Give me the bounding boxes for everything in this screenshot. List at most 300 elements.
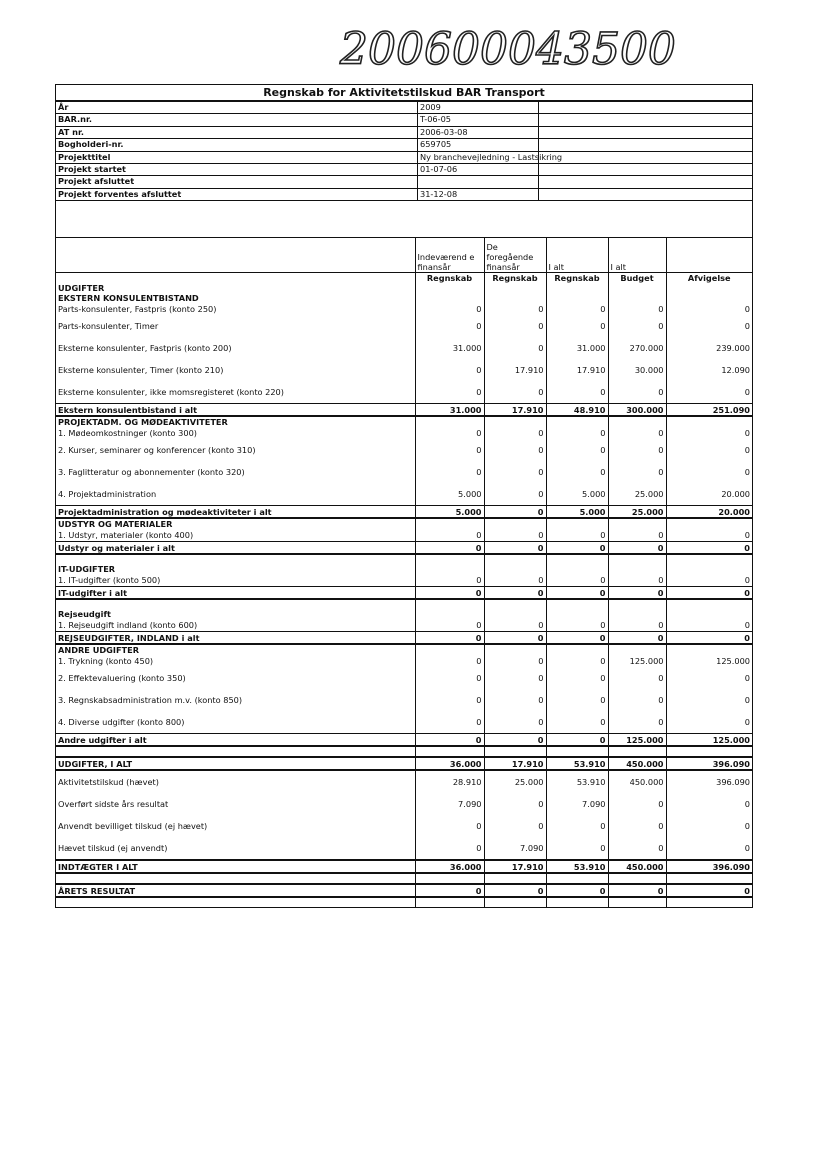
table-row xyxy=(56,770,752,793)
row-value-col1: 0 xyxy=(415,574,484,587)
accounts-table xyxy=(56,237,752,907)
row-value-col5: 0 xyxy=(666,667,752,689)
row-value-col2: 17.910 xyxy=(484,359,546,381)
row-value-col3 xyxy=(546,746,608,757)
table-row xyxy=(56,416,752,427)
table-row xyxy=(56,793,752,815)
row-value-col5: 0 xyxy=(666,542,752,555)
row-value-col3: 53.910 xyxy=(546,770,608,793)
row-label: 1. IT-udgifter (konto 500) xyxy=(58,575,161,586)
row-label: 1. Rejseudgift indland (konto 600) xyxy=(58,620,198,631)
row-value-col3 xyxy=(546,293,608,303)
row-label: ANDRE UDGIFTER xyxy=(58,645,140,656)
info-row xyxy=(56,163,752,175)
row-value-col5: 0 xyxy=(666,587,752,600)
row-value-col1: 0 xyxy=(415,359,484,381)
row-value-col4: 0 xyxy=(608,632,666,645)
row-value-col2: 0 xyxy=(484,711,546,734)
row-value-col1: 0 xyxy=(415,542,484,555)
table-row xyxy=(56,599,752,609)
row-value-col2 xyxy=(484,554,546,564)
row-value-col3 xyxy=(546,554,608,564)
row-value-col4: 0 xyxy=(608,619,666,632)
row-value-col2: 17.910 xyxy=(484,757,546,770)
row-value-col2: 0 xyxy=(484,632,546,645)
row-label: Aktivitetstilskud (hævet) xyxy=(58,777,159,788)
row-value-col3: 0 xyxy=(546,461,608,483)
row-value-col2 xyxy=(484,644,546,655)
info-row xyxy=(56,175,752,187)
row-value-col1: 7.090 xyxy=(415,793,484,815)
row-value-col4: 270.000 xyxy=(608,337,666,359)
col1-caption: Indeværend e finansår xyxy=(415,238,484,273)
row-value-col1 xyxy=(415,518,484,529)
row-value-col2 xyxy=(484,416,546,427)
row-value-col4: 25.000 xyxy=(608,506,666,519)
row-value-col4: 25.000 xyxy=(608,483,666,506)
row-value-col2: 0 xyxy=(484,461,546,483)
row-value-col5: 0 xyxy=(666,632,752,645)
table-row xyxy=(56,897,752,907)
info-value xyxy=(417,176,539,187)
table-row xyxy=(56,315,752,337)
table-row xyxy=(56,564,752,574)
row-value-col3: 0 xyxy=(546,315,608,337)
row-value-col3: 0 xyxy=(546,815,608,837)
row-value-col1: 0 xyxy=(415,632,484,645)
row-value-col2: 0 xyxy=(484,483,546,506)
row-value-col1: 5.000 xyxy=(415,483,484,506)
table-row xyxy=(56,303,752,315)
col2-header: Regnskab xyxy=(484,273,546,284)
table-row xyxy=(56,439,752,461)
row-value-col2: 7.090 xyxy=(484,837,546,860)
row-value-col1: 31.000 xyxy=(415,337,484,359)
info-label: BAR.nr. xyxy=(58,114,92,125)
table-row xyxy=(56,518,752,529)
row-value-col2: 0 xyxy=(484,619,546,632)
row-value-col4 xyxy=(608,293,666,303)
col3-header: Regnskab xyxy=(546,273,608,284)
row-value-col5: 239.000 xyxy=(666,337,752,359)
row-value-col2: 17.910 xyxy=(484,860,546,873)
row-value-col4: 0 xyxy=(608,667,666,689)
row-value-col1: 0 xyxy=(415,884,484,897)
info-row xyxy=(56,102,752,113)
row-value-col4: 0 xyxy=(608,439,666,461)
row-value-col3 xyxy=(546,416,608,427)
row-value-col5: 0 xyxy=(666,711,752,734)
row-value-col3: 0 xyxy=(546,427,608,439)
row-label: Parts-konsulenter, Fastpris (konto 250) xyxy=(58,304,217,315)
info-block xyxy=(56,102,752,201)
row-value-col2: 0 xyxy=(484,884,546,897)
row-value-col3: 7.090 xyxy=(546,793,608,815)
col4-header: Budget xyxy=(608,273,666,284)
col5-caption xyxy=(666,238,752,273)
row-value-col1 xyxy=(415,746,484,757)
row-label: Eksterne konsulenter, Fastpris (konto 200) xyxy=(58,343,232,354)
row-value-col5 xyxy=(666,599,752,609)
row-value-col5: 0 xyxy=(666,529,752,542)
row-value-col4: 125.000 xyxy=(608,734,666,747)
row-value-col5: 12.090 xyxy=(666,359,752,381)
row-label: Eksterne konsulenter, Timer (konto 210) xyxy=(58,365,224,376)
info-value: 2009 xyxy=(417,102,539,113)
row-value-col1: 36.000 xyxy=(415,757,484,770)
row-value-col1: 0 xyxy=(415,837,484,860)
row-value-col5: 0 xyxy=(666,427,752,439)
table-row xyxy=(56,837,752,860)
row-value-col4: 0 xyxy=(608,542,666,555)
row-value-col5: 125.000 xyxy=(666,734,752,747)
row-value-col2: 0 xyxy=(484,574,546,587)
row-value-col4 xyxy=(608,897,666,907)
row-label: 2. Kurser, seminarer og konferencer (konto 310) xyxy=(58,445,256,456)
row-value-col4: 450.000 xyxy=(608,757,666,770)
row-label: 3. Faglitteratur og abonnementer (konto 320) xyxy=(58,467,245,478)
row-label xyxy=(56,554,415,564)
row-value-col1: 0 xyxy=(415,711,484,734)
info-value: T-06-05 xyxy=(417,114,539,125)
row-value-col3: 0 xyxy=(546,439,608,461)
row-value-col5: 0 xyxy=(666,439,752,461)
row-value-col2: 0 xyxy=(484,793,546,815)
row-label: EKSTERN KONSULENTBISTAND xyxy=(58,293,199,304)
row-label: UDGIFTER, I ALT xyxy=(56,757,415,770)
row-value-col1 xyxy=(415,873,484,884)
row-value-col4 xyxy=(608,873,666,884)
row-value-col2: 0 xyxy=(484,667,546,689)
row-label: 4. Projektadministration xyxy=(58,489,157,500)
row-value-col2: 0 xyxy=(484,815,546,837)
row-value-col1: 0 xyxy=(415,619,484,632)
row-value-col5: 396.090 xyxy=(666,770,752,793)
table-row xyxy=(56,609,752,619)
row-value-col3 xyxy=(546,609,608,619)
handwritten-stamp xyxy=(330,18,676,78)
info-row xyxy=(56,126,752,138)
row-value-col1: 36.000 xyxy=(415,860,484,873)
row-value-col4: 125.000 xyxy=(608,655,666,667)
row-value-col5: 0 xyxy=(666,689,752,711)
row-value-col4: 0 xyxy=(608,529,666,542)
row-value-col1: 0 xyxy=(415,461,484,483)
row-label: 1. Udstyr, materialer (konto 400) xyxy=(58,530,194,541)
row-value-col3: 53.910 xyxy=(546,860,608,873)
table-row xyxy=(56,359,752,381)
row-value-col3: 0 xyxy=(546,542,608,555)
col2-caption: De foregående finansår xyxy=(484,238,546,273)
table-row xyxy=(56,757,752,770)
table-row xyxy=(56,860,752,873)
row-value-col2 xyxy=(484,897,546,907)
row-value-col3 xyxy=(546,599,608,609)
row-label: IT-udgifter i alt xyxy=(56,587,415,600)
row-value-col5 xyxy=(666,644,752,655)
row-value-col1: 0 xyxy=(415,587,484,600)
row-value-col1: 0 xyxy=(415,655,484,667)
row-value-col4: 0 xyxy=(608,689,666,711)
row-value-col2: 0 xyxy=(484,303,546,315)
sheet-title: Regnskab for Aktivitetstilskud BAR Transport xyxy=(56,85,752,102)
row-label: ÅRETS RESULTAT xyxy=(56,884,415,897)
row-value-col3: 0 xyxy=(546,734,608,747)
row-label xyxy=(56,873,415,884)
table-row xyxy=(56,667,752,689)
row-label: 1. Trykning (konto 450) xyxy=(58,656,154,667)
row-label: 4. Diverse udgifter (konto 800) xyxy=(58,717,185,728)
row-value-col5 xyxy=(666,873,752,884)
row-label: Parts-konsulenter, Timer xyxy=(58,321,159,332)
table-row xyxy=(56,461,752,483)
row-label: INDTÆGTER I ALT xyxy=(56,860,415,873)
row-value-col2: 17.910 xyxy=(484,404,546,417)
row-value-col4: 0 xyxy=(608,587,666,600)
row-label: UDSTYR OG MATERIALER xyxy=(58,519,173,530)
row-value-col3: 0 xyxy=(546,667,608,689)
row-value-col5 xyxy=(666,746,752,757)
info-label: Projekt afsluttet xyxy=(58,176,135,187)
table-row xyxy=(56,632,752,645)
row-value-col3: 0 xyxy=(546,381,608,404)
row-value-col2 xyxy=(484,518,546,529)
row-value-col3: 0 xyxy=(546,837,608,860)
row-value-col3: 48.910 xyxy=(546,404,608,417)
row-value-col4: 0 xyxy=(608,303,666,315)
row-value-col2: 0 xyxy=(484,439,546,461)
row-value-col3 xyxy=(546,283,608,293)
row-value-col2: 0 xyxy=(484,381,546,404)
table-row xyxy=(56,381,752,404)
row-value-col1: 0 xyxy=(415,815,484,837)
header-row xyxy=(56,273,752,284)
table-row xyxy=(56,815,752,837)
row-value-col5: 0 xyxy=(666,303,752,315)
row-value-col4: 0 xyxy=(608,381,666,404)
row-value-col4: 0 xyxy=(608,711,666,734)
table-row xyxy=(56,655,752,667)
col3-caption: I alt xyxy=(546,238,608,273)
row-value-col3: 53.910 xyxy=(546,757,608,770)
table-row xyxy=(56,689,752,711)
row-value-col2: 0 xyxy=(484,506,546,519)
row-value-col5: 0 xyxy=(666,837,752,860)
row-value-col5: 0 xyxy=(666,619,752,632)
info-row xyxy=(56,151,752,163)
row-value-col1 xyxy=(415,283,484,293)
row-value-col3: 31.000 xyxy=(546,337,608,359)
row-value-col2: 0 xyxy=(484,529,546,542)
row-value-col5 xyxy=(666,564,752,574)
row-value-col5: 20.000 xyxy=(666,506,752,519)
row-value-col2 xyxy=(484,293,546,303)
info-label: Projekt forventes afsluttet xyxy=(58,188,182,199)
row-value-col2: 0 xyxy=(484,655,546,667)
spacer xyxy=(56,201,752,237)
info-value: 659705 xyxy=(417,139,539,150)
table-row xyxy=(56,506,752,519)
row-value-col5: 0 xyxy=(666,461,752,483)
row-value-col1: 0 xyxy=(415,439,484,461)
row-value-col5 xyxy=(666,897,752,907)
row-value-col2 xyxy=(484,599,546,609)
table-row xyxy=(56,554,752,564)
row-label: Anvendt bevilliget tilskud (ej hævet) xyxy=(58,821,208,832)
row-value-col1: 0 xyxy=(415,381,484,404)
row-value-col1 xyxy=(415,599,484,609)
row-label: 2. Effektevaluering (konto 350) xyxy=(58,673,186,684)
row-value-col5 xyxy=(666,416,752,427)
row-value-col2: 0 xyxy=(484,542,546,555)
table-row xyxy=(56,542,752,555)
table-row xyxy=(56,483,752,506)
row-value-col2: 25.000 xyxy=(484,770,546,793)
row-value-col4: 0 xyxy=(608,837,666,860)
row-value-col1: 0 xyxy=(415,303,484,315)
row-value-col3 xyxy=(546,897,608,907)
row-value-col1: 0 xyxy=(415,667,484,689)
row-value-col2 xyxy=(484,564,546,574)
row-label: Overført sidste års resultat xyxy=(58,799,169,810)
row-value-col1: 0 xyxy=(415,427,484,439)
row-label: Andre udgifter i alt xyxy=(56,734,415,747)
row-value-col3: 0 xyxy=(546,884,608,897)
row-value-col2: 0 xyxy=(484,315,546,337)
row-value-col2: 0 xyxy=(484,689,546,711)
row-label: Udstyr og materialer i alt xyxy=(56,542,415,555)
table-row xyxy=(56,293,752,303)
info-label: Projekt startet xyxy=(58,163,126,174)
row-label xyxy=(56,746,415,757)
table-row xyxy=(56,337,752,359)
table-row xyxy=(56,619,752,632)
row-value-col4: 300.000 xyxy=(608,404,666,417)
info-value: Ny branchevejledning - Lastsikring xyxy=(417,152,539,163)
row-value-col3: 0 xyxy=(546,587,608,600)
row-value-col1: 5.000 xyxy=(415,506,484,519)
row-value-col4 xyxy=(608,746,666,757)
row-value-col4 xyxy=(608,609,666,619)
row-label xyxy=(56,599,415,609)
row-value-col4 xyxy=(608,416,666,427)
table-row xyxy=(56,574,752,587)
row-value-col5 xyxy=(666,518,752,529)
row-value-col5: 0 xyxy=(666,793,752,815)
row-value-col4: 30.000 xyxy=(608,359,666,381)
row-value-col1: 0 xyxy=(415,315,484,337)
row-value-col3: 0 xyxy=(546,689,608,711)
row-value-col5 xyxy=(666,554,752,564)
table-row xyxy=(56,884,752,897)
row-value-col2 xyxy=(484,873,546,884)
table-row xyxy=(56,427,752,439)
row-value-col3: 17.910 xyxy=(546,359,608,381)
row-value-col3: 0 xyxy=(546,303,608,315)
row-value-col5: 0 xyxy=(666,815,752,837)
row-value-col3: 5.000 xyxy=(546,483,608,506)
row-label: UDGIFTER xyxy=(58,283,105,294)
row-value-col2 xyxy=(484,609,546,619)
info-row xyxy=(56,138,752,150)
table-row xyxy=(56,644,752,655)
row-value-col3 xyxy=(546,644,608,655)
row-value-col4: 0 xyxy=(608,884,666,897)
row-value-col3: 0 xyxy=(546,619,608,632)
row-value-col1 xyxy=(415,609,484,619)
row-value-col3 xyxy=(546,518,608,529)
row-value-col3 xyxy=(546,564,608,574)
row-value-col4: 0 xyxy=(608,815,666,837)
info-row xyxy=(56,113,752,125)
row-value-col3 xyxy=(546,873,608,884)
info-label: År xyxy=(58,102,69,112)
row-value-col5: 0 xyxy=(666,884,752,897)
row-value-col2: 0 xyxy=(484,427,546,439)
row-label: Eksterne konsulenter, ikke momsregisteret (konto 220) xyxy=(58,387,284,398)
row-value-col1 xyxy=(415,416,484,427)
row-label: PROJEKTADM. OG MØDEAKTIVITETER xyxy=(58,417,228,428)
table-row xyxy=(56,873,752,884)
row-value-col4 xyxy=(608,283,666,293)
row-value-col5: 396.090 xyxy=(666,860,752,873)
row-value-col4 xyxy=(608,644,666,655)
row-label: Ekstern konsulentbistand i alt xyxy=(56,404,415,417)
row-value-col1: 0 xyxy=(415,734,484,747)
row-value-col3: 0 xyxy=(546,655,608,667)
row-value-col4: 0 xyxy=(608,427,666,439)
row-value-col4 xyxy=(608,518,666,529)
row-value-col5 xyxy=(666,283,752,293)
row-value-col2 xyxy=(484,746,546,757)
row-value-col2: 0 xyxy=(484,734,546,747)
row-value-col5: 396.090 xyxy=(666,757,752,770)
info-label: AT nr. xyxy=(58,126,84,137)
table-row xyxy=(56,529,752,542)
row-value-col1 xyxy=(415,897,484,907)
col4-caption: I alt xyxy=(608,238,666,273)
row-label: Hævet tilskud (ej anvendt) xyxy=(58,843,168,854)
row-value-col2: 0 xyxy=(484,587,546,600)
row-value-col5: 125.000 xyxy=(666,655,752,667)
table-row xyxy=(56,711,752,734)
row-value-col4: 450.000 xyxy=(608,770,666,793)
col1-header: Regnskab xyxy=(415,273,484,284)
info-value: 01-07-06 xyxy=(417,164,539,175)
row-label: Projektadministration og mødeaktiviteter i alt xyxy=(56,506,415,519)
row-value-col1: 0 xyxy=(415,689,484,711)
row-value-col5 xyxy=(666,609,752,619)
table-row xyxy=(56,734,752,747)
row-value-col3: 0 xyxy=(546,574,608,587)
row-label: REJSEUDGIFTER, INDLAND i alt xyxy=(56,632,415,645)
stamp-number: 200600043500 xyxy=(340,24,676,75)
accounting-sheet xyxy=(55,84,753,908)
table-row xyxy=(56,283,752,293)
row-value-col5: 0 xyxy=(666,315,752,337)
row-value-col4: 0 xyxy=(608,461,666,483)
info-label: Projekttitel xyxy=(58,151,111,162)
row-value-col1 xyxy=(415,554,484,564)
row-value-col3: 0 xyxy=(546,529,608,542)
row-label xyxy=(56,897,415,907)
row-value-col4 xyxy=(608,564,666,574)
col5-header: Afvigelse xyxy=(666,273,752,284)
row-value-col3: 5.000 xyxy=(546,506,608,519)
row-value-col5 xyxy=(666,293,752,303)
row-value-col2: 0 xyxy=(484,337,546,359)
row-value-col5: 251.090 xyxy=(666,404,752,417)
